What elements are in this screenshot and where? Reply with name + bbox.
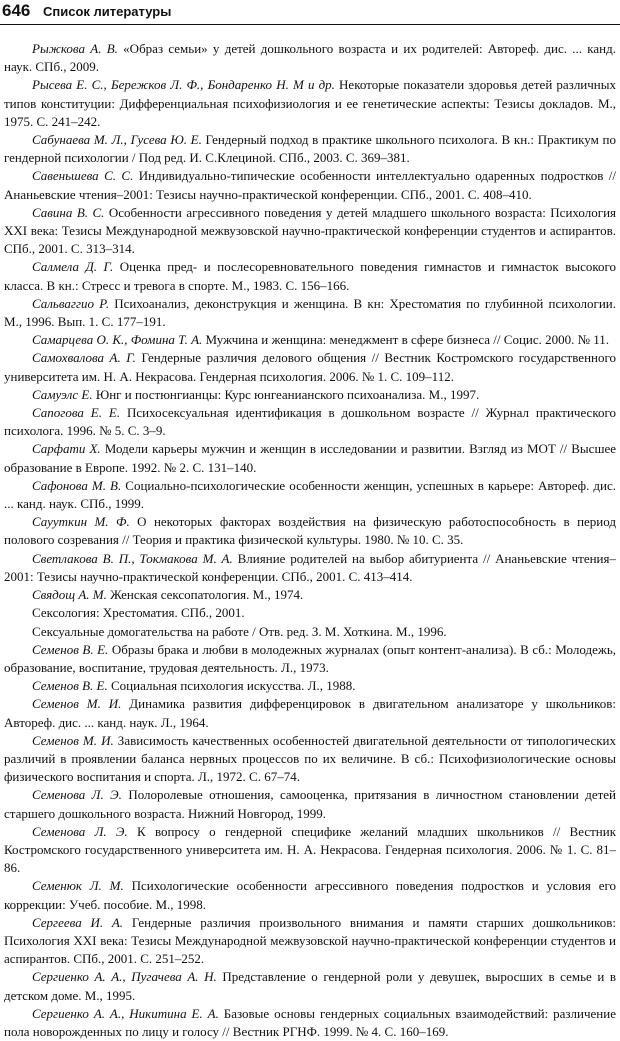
reference-text: Гендерный подход в практике школьного психолога. В кн.: Практикум по гендерной психологии / Под ред. И. С.Клециной. СПб., 2003. С. 369–381.	[4, 132, 616, 166]
reference-entry	[4, 586, 616, 604]
reference-entry	[4, 167, 616, 203]
reference-entry	[4, 295, 616, 331]
reference-author: Сергиенко А. А., Пугачева А. Н.	[32, 969, 217, 985]
reference-author: Светлакова В. П., Токмакова М. А.	[32, 550, 233, 566]
reference-entry	[4, 550, 616, 586]
reference-entry	[4, 477, 616, 513]
reference-author: Самуэлс Е.	[32, 386, 93, 402]
reference-list	[4, 40, 616, 1041]
reference-entry	[4, 641, 616, 677]
reference-text: Зависимость качественных особенностей двигательной деятельности от типологических различий в проявлении баланса нервных процессов по их величине. В сб.: Психофизиологические основы физического воспитания и спорта. Л., 1972. С. 67–74.	[4, 732, 616, 785]
reference-author: Семенов В. Е.	[32, 678, 108, 694]
reference-entry	[4, 786, 616, 822]
reference-text: Социально-психологические особенности женщин, успешных в карьере: Автореф. дис. ... канд. наук. СПб., 1999.	[4, 477, 616, 512]
page-header	[0, 0, 620, 25]
reference-author: Сафонова М. В.	[32, 477, 122, 493]
reference-text: Гендерные различия произвольного внимания и памяти старших дошкольников: Психология XXI века: Тезисы Международной межвузовской научно-практической конференции студентов и аспирантов. СПб., 2001. С. 251–252.	[4, 914, 616, 967]
reference-text: Психоанализ, деконструкция и женщина. В кн: Хрестоматия по глубинной психологии. М., 1996. Вып. 1. С. 177–191.	[4, 295, 616, 330]
reference-author: Сапогова Е. Е.	[32, 405, 121, 421]
reference-text: Социальная психология искусства. Л., 1988.	[107, 678, 356, 694]
reference-text: Сексуальные домогательства на работе / Отв. ред. З. М. Хоткина. М., 1996.	[32, 623, 447, 639]
reference-author: Сергеева И. А.	[32, 914, 124, 930]
reference-text: Психосексуальная идентификация в дошкольном возрасте // Журнал практического психолога. 1996. № 5. С. 3–9.	[4, 405, 616, 439]
reference-entry	[4, 440, 616, 476]
reference-author: Савина В. С.	[32, 204, 105, 220]
reference-text: Мужчина и женщина: менеджмент в сфере бизнеса // Социс. 2000. № 11.	[202, 332, 610, 348]
reference-entry	[4, 695, 616, 731]
reference-text: К вопросу о гендерной специфике желаний младших школьников // Вестник Костромского государственного университета им. Н. А. Некрасова. Гендерная психология. 2006. № 1. С. 81–86.	[4, 823, 617, 876]
reference-author: Салмела Д. Г.	[32, 259, 114, 275]
reference-author: Сарфати Х.	[32, 441, 101, 457]
reference-text: Модели карьеры мужчин и женщин в исследовании и развитии. Взгляд из МОТ // Высшее образование в Европе. 1992. № 2. С. 131–140.	[4, 441, 616, 475]
reference-author: Сергиенко А. А., Никитина Е. А.	[32, 1005, 219, 1021]
reference-author: Савеньшева С. С.	[32, 168, 134, 184]
reference-text: Динамика развития дифференцировок в двигательном анализаторе у школьников: Автореф. дис. ... канд. наук. Л., 1964.	[4, 696, 616, 730]
reference-author: Семенов М. И.	[32, 732, 114, 748]
reference-entry	[4, 623, 616, 641]
reference-entry	[4, 823, 616, 878]
reference-author: Рысева Е. С., Бережков Л. Ф., Бондаренко Н. М и др.	[32, 77, 335, 93]
reference-author: Семенова Л. Э.	[32, 823, 128, 839]
reference-entry	[4, 204, 616, 259]
reference-text: Юнг и постюнгианцы: Курс юнгеанианского психоанализа. М., 1997.	[92, 386, 480, 402]
reference-entry	[4, 331, 616, 349]
reference-author: Рыжкова А. В.	[32, 41, 118, 56]
reference-entry	[4, 604, 616, 622]
reference-text: Некоторые показатели здоровья детей различных типов конституции: Дифференциальная психофизиология и ее генетические аспекты: Тезисы докладов. М., 1975. С. 241–242.	[4, 77, 616, 129]
reference-text: Базовые основы гендерных социальных взаимодействий: различение пола новорожденных по лицу и голосу // Вестник РГНФ. 1999. № 4. С. 160–169.	[4, 1005, 616, 1039]
reference-text: Особенности агрессивного поведения у детей младшего школьного возраста: Психология XXI века: Тезисы Международной межвузовской научно-практической конференции студентов и аспирантов. СПб., 2001. С. 313–314.	[4, 204, 617, 257]
reference-entry	[4, 877, 616, 913]
reference-text: Оценка пред- и послесоревновательного поведения гимнастов и гимнасток высокого класса. В кн.: Стресс и тревога в спорте. М., 1983. С. 156–166.	[4, 259, 617, 293]
reference-author: Саууткин М. Ф.	[32, 514, 130, 530]
reference-entry	[4, 1005, 616, 1041]
reference-entry	[4, 386, 616, 404]
reference-entry	[4, 968, 616, 1004]
reference-text: Влияние родителей на выбор абитуриента // Ананьевские чтения–2001: Тезисы научно-практической конференции. СПб., 2001. С. 413–414.	[4, 550, 616, 584]
reference-entry	[4, 349, 616, 385]
running-title: Список литературы	[43, 4, 172, 19]
reference-entry	[4, 677, 616, 695]
reference-entry	[4, 513, 616, 549]
reference-entry	[4, 40, 616, 76]
reference-entry	[4, 131, 616, 167]
reference-text: Психологические особенности агрессивного поведения подростков и условия его коррекции: Учеб. пособие. М., 1998.	[4, 878, 616, 912]
page-number: 646	[2, 1, 31, 20]
reference-author: Самарцева О. К., Фомина Т. А.	[32, 332, 203, 348]
reference-author: Семенюк Л. М.	[32, 878, 124, 894]
reference-author: Сальваггио Р.	[32, 295, 110, 311]
reference-text: Индивидуально-типические особенности интеллектуально одаренных подростков // Ананьевские чтения–2001: Тезисы научно-практической конференции. СПб., 2001. С. 408–410.	[4, 168, 616, 202]
reference-text: Женская сексопатология. М., 1974.	[106, 587, 304, 603]
reference-author: Семенова Л. Э.	[32, 787, 122, 803]
reference-author: Свядощ А. М.	[32, 587, 107, 603]
reference-text: О некоторых факторах воздействия на физическую работоспособность в период полового созревания // Теория и практика физической культуры. 1980. № 10. С. 35.	[4, 514, 616, 548]
reference-text: Представление о гендерной роли у девушек, выросших в семье и в детском доме. М., 1995.	[4, 969, 616, 1003]
reference-text: Гендерные различия делового общения // Вестник Костромского государственного университета им. Н. А. Некрасова. Гендерная психология. 2006. № 1. С. 109–112.	[4, 350, 616, 384]
reference-text: «Образ семьи» у детей дошкольного возраста и их родителей: Автореф. дис. ... канд. наук. СПб., 2009.	[4, 41, 617, 75]
reference-author: Сабунаева М. Л., Гусева Ю. Е.	[32, 132, 202, 148]
reference-author: Семенов М. И.	[32, 696, 122, 712]
reference-entry	[4, 76, 616, 131]
reference-text: Сексология: Хрестоматия. СПб., 2001.	[32, 605, 245, 621]
reference-entry	[4, 732, 616, 787]
reference-author: Самохвалова А. Г.	[32, 350, 136, 366]
reference-entry	[4, 258, 616, 294]
reference-text: Полоролевые отношения, самооценка, притязания в личностном становлении детей старшего дошкольного возраста. Нижний Новгород, 1999.	[4, 787, 616, 821]
reference-entry	[4, 914, 616, 969]
reference-author: Семенов В. Е.	[32, 641, 109, 657]
reference-entry	[4, 404, 616, 440]
reference-text: Образы брака и любви в молодежных журналах (опыт контент-анализа). В сб.: Молодежь, образование, воспитание, трудовая деятельность. Л., 1973.	[4, 641, 616, 675]
